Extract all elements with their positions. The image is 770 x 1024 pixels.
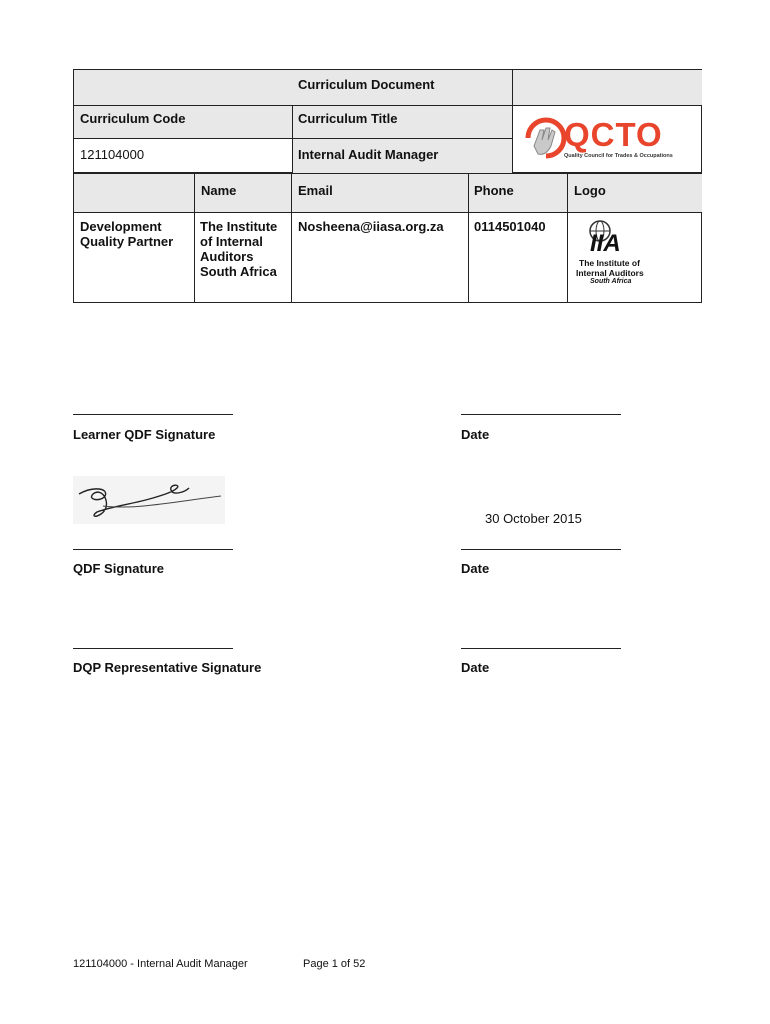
- learner-signature-label: Learner QDF Signature: [73, 427, 216, 442]
- date-label-2: Date: [461, 561, 490, 576]
- partner-table: [73, 173, 702, 303]
- dqp-signature-line[interactable]: [73, 648, 233, 649]
- learner-date-line[interactable]: [461, 414, 621, 415]
- curriculum-document-label: Curriculum Document: [298, 77, 435, 92]
- date-label-1: Date: [461, 427, 490, 442]
- partner-phone: 0114501040: [474, 219, 546, 234]
- partner-row-label: Development Quality Partner: [80, 219, 174, 249]
- partner-email: Nosheena@iiasa.org.za: [298, 219, 444, 234]
- iia-logo: [574, 219, 674, 289]
- header-logo: Logo: [574, 183, 606, 198]
- iia-line1: The Institute of: [579, 258, 640, 268]
- qdf-signature-line[interactable]: [73, 549, 233, 550]
- qdf-signature-image: [73, 476, 225, 524]
- header-email: Email: [298, 183, 333, 198]
- dqp-date-line[interactable]: [461, 648, 621, 649]
- iia-line3: South Africa: [590, 278, 632, 285]
- qcto-hands-icon: [524, 116, 568, 160]
- footer-document-name: 121104000 - Internal Audit Manager: [73, 958, 248, 970]
- qcto-tagline: Quality Council for Trades & Occupations: [564, 153, 673, 159]
- qcto-logo: [524, 116, 694, 166]
- curriculum-table: [73, 69, 702, 173]
- iia-mark: IIA: [590, 230, 621, 257]
- footer-page-number: Page 1 of 52: [303, 958, 366, 970]
- curriculum-code-value: 121104000: [80, 147, 145, 162]
- curriculum-title-label: Curriculum Title: [298, 111, 398, 126]
- iia-line2: Internal Auditors: [576, 268, 644, 278]
- dqp-signature-label: DQP Representative Signature: [73, 660, 262, 675]
- header-phone: Phone: [474, 183, 514, 198]
- qdf-date-line[interactable]: [461, 549, 621, 550]
- curriculum-title-value: Internal Audit Manager: [298, 147, 439, 162]
- date-label-3: Date: [461, 660, 490, 675]
- header-name: Name: [201, 183, 237, 198]
- qdf-date-value: 30 October 2015: [485, 511, 582, 526]
- qdf-signature-label: QDF Signature: [73, 561, 165, 576]
- curriculum-code-label: Curriculum Code: [80, 111, 186, 126]
- qcto-wordmark: QCTO: [564, 116, 663, 153]
- partner-name: The Institute of Internal Auditors South Africa: [200, 219, 278, 279]
- learner-signature-line[interactable]: [73, 414, 233, 415]
